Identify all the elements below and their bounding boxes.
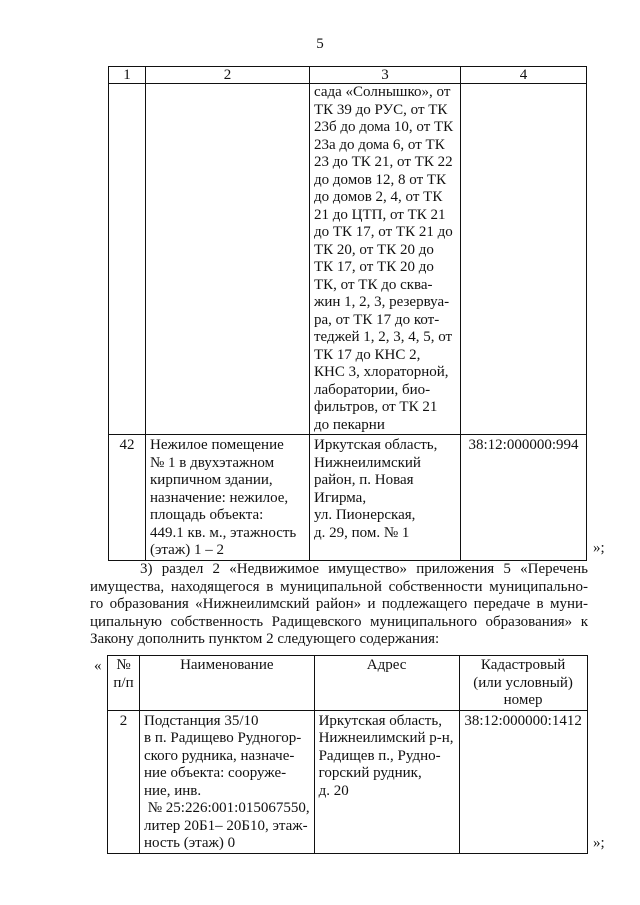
text-line: ние объекта: сооруже- bbox=[144, 765, 287, 781]
text-line: Иркутская область, bbox=[318, 712, 442, 729]
text-line: КНС 3, хлораторной, bbox=[314, 364, 449, 380]
text-line: сада «Солнышко», от bbox=[314, 84, 451, 100]
text-line: (или условный) bbox=[473, 674, 573, 691]
text-line: Радищев п., Рудно- bbox=[318, 747, 441, 764]
text-line: фильтров, от ТК 21 bbox=[314, 399, 438, 415]
text-line: назначение: нежилое, bbox=[150, 489, 289, 506]
text-line: до пекарни bbox=[314, 416, 385, 433]
text-line: 449.1 кв. м., этажность bbox=[150, 524, 297, 541]
object-address bbox=[314, 710, 459, 853]
paragraph-line: 3) раздел 2 «Недвижимое имущество» приложения 5 «Перечень bbox=[140, 561, 588, 577]
text-line: Нежилое помещение bbox=[150, 437, 284, 453]
object-name bbox=[140, 710, 315, 853]
text-line: ТК 17 до КНС 2, bbox=[314, 346, 421, 363]
text-line: 23а до дома 6, от ТК bbox=[314, 136, 445, 153]
property-table-new bbox=[107, 655, 588, 854]
text-line: 23б до дома 10, от ТК bbox=[314, 119, 454, 135]
header-col-1: 1 bbox=[109, 67, 146, 84]
opening-quote: « bbox=[94, 658, 102, 674]
text-line: (этаж) 1 – 2 bbox=[150, 542, 224, 558]
cadastral-number: 38:12:000000:1412 bbox=[459, 710, 587, 853]
text-line: номер bbox=[503, 692, 543, 708]
text-line: ТК 39 до РУС, от ТК bbox=[314, 101, 448, 118]
header-num-lines bbox=[108, 657, 139, 692]
object-address-lines bbox=[314, 437, 456, 542]
header-col-4: 4 bbox=[461, 67, 587, 84]
text-line: жин 1, 2, 3, резервуа- bbox=[314, 294, 450, 310]
text-line: теджей 1, 2, 3, 4, 5, от bbox=[314, 329, 453, 345]
cell-name-empty bbox=[146, 84, 310, 435]
text-line: Игирма, bbox=[314, 489, 367, 506]
text-line: ТК 20, от ТК 20 до bbox=[314, 241, 434, 258]
row-number: 2 bbox=[108, 710, 140, 853]
text-line: 21 до ЦТП, от ТК 21 bbox=[314, 206, 446, 223]
text-line: ность (этаж) 0 bbox=[144, 835, 236, 851]
header-cadastral bbox=[459, 656, 587, 711]
paragraph-line: имущества, находящегося в муниципальной собственности муниципально- bbox=[90, 578, 588, 595]
network-description-lines bbox=[314, 84, 456, 434]
table-header-row bbox=[109, 67, 587, 84]
header-address: Адрес bbox=[314, 656, 459, 711]
text-line: район, п. Новая bbox=[314, 472, 414, 488]
cell-cadastral-empty bbox=[461, 84, 587, 435]
cell-network-description bbox=[310, 84, 461, 435]
text-line: № 1 в двухэтажном bbox=[150, 454, 275, 471]
object-name-lines bbox=[150, 437, 305, 560]
text-line: литер 20Б1– 20Б10, этаж- bbox=[144, 817, 308, 834]
header-name: Наименование bbox=[140, 656, 315, 711]
text-line: в п. Радищево Рудногор- bbox=[144, 730, 302, 746]
text-line: ТК, от ТК до сква- bbox=[314, 276, 433, 293]
table2-row-2 bbox=[108, 710, 588, 853]
text-line: п/п bbox=[113, 674, 134, 691]
text-line: № 25:226:001:015067550, bbox=[144, 800, 310, 816]
object-address-lines bbox=[319, 713, 455, 801]
object-name bbox=[146, 435, 310, 561]
text-line: ТК 17, от ТК 20 до bbox=[314, 259, 434, 275]
cadastral-number: 38:12:000000:994 bbox=[461, 435, 587, 561]
header-cadastral-lines bbox=[460, 657, 587, 710]
header-col-2: 2 bbox=[146, 67, 310, 84]
text-line: лаборатории, био- bbox=[314, 381, 431, 398]
object-address bbox=[310, 435, 461, 561]
paragraph-line: Закону дополнить пунктом 2 следующего содержания: bbox=[90, 631, 440, 647]
text-line: д. 29, пом. № 1 bbox=[314, 524, 410, 541]
table-row-42 bbox=[109, 435, 587, 561]
text-line: до домов 2, 4, от ТК bbox=[314, 189, 443, 205]
row-number: 42 bbox=[109, 435, 146, 561]
property-table-continued bbox=[108, 66, 587, 561]
text-line: ского рудника, назначе- bbox=[144, 747, 295, 764]
text-line: № bbox=[116, 657, 131, 673]
cell-num-empty bbox=[109, 84, 146, 435]
paragraph-line: го образования «Нижнеилимский район» и подлежащего передаче в муни- bbox=[90, 596, 588, 612]
text-line: кирпичном здании, bbox=[150, 472, 273, 488]
text-line: до домов 12, 8 от ТК bbox=[314, 171, 447, 188]
page-number: 5 bbox=[316, 36, 324, 52]
text-line: до ТК 17, от ТК 21 до bbox=[314, 224, 453, 240]
text-line: ул. Пионерская, bbox=[314, 507, 416, 523]
text-line: площадь объекта: bbox=[150, 507, 264, 523]
text-line: ние, инв. bbox=[144, 782, 202, 799]
text-line: Иркутская область, bbox=[314, 437, 438, 453]
paragraph-line: ципальную собственность Радищевского муниципального образования» к bbox=[90, 613, 588, 630]
text-line: 23 до ТК 21, от ТК 22 bbox=[314, 154, 453, 170]
text-line: Подстанция 35/10 bbox=[144, 712, 259, 729]
text-line: Кадастровый bbox=[480, 657, 566, 673]
text-line: Нижнеилимский bbox=[314, 454, 421, 471]
object-name-lines bbox=[144, 713, 310, 853]
closing-quote-2: »; bbox=[593, 835, 605, 851]
table2-header-row bbox=[108, 656, 588, 711]
text-line: д. 20 bbox=[318, 782, 349, 799]
amendment-paragraph bbox=[90, 561, 588, 649]
header-col-3: 3 bbox=[310, 67, 461, 84]
table-row-continued bbox=[109, 84, 587, 435]
text-line: Нижнеилимский р-н, bbox=[318, 730, 454, 746]
header-num bbox=[108, 656, 140, 711]
closing-quote-1: »; bbox=[593, 540, 605, 556]
text-line: горский рудник, bbox=[318, 765, 422, 781]
text-line: ра, от ТК 17 до кот- bbox=[314, 311, 440, 328]
